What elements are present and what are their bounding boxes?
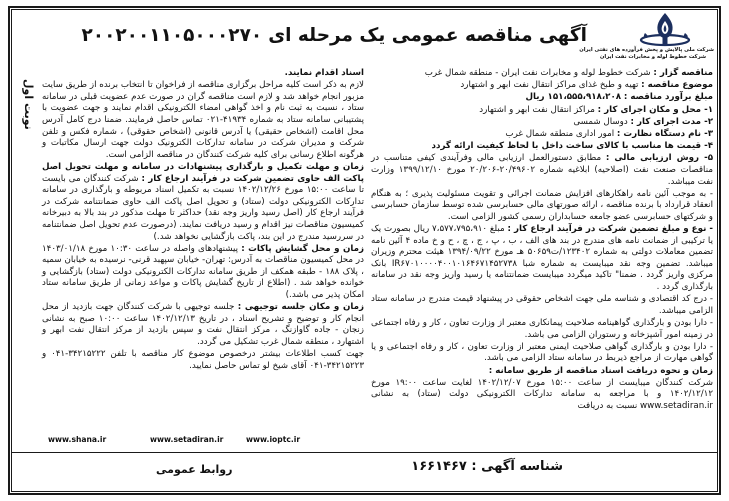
clause-text: تهیه و طبخ غذای مراکز انتقال نفت ابهر و اشتهارد [460, 80, 639, 91]
clause [371, 294, 713, 317]
page-title [81, 25, 587, 46]
clause-label: زمان و مهلت تکمیل و بارگذاری پیشنهادات در سامانه و مهلت تحویل اصل پاکت الف حاوی تضمین شرکت در فرآیند ارجاع کار : [42, 161, 364, 184]
clause-label: زمان و نحوه دریافت اسناد مناقصه از طریق سامانه : [488, 365, 713, 376]
clause-text: شرکت کنندگان می بایست تا ساعت ۱۵:۰۰ مورخ ۱۴۰۲/۱۲/۲۶ نسبت به تکمیل اسناد مربوطه و بارگذاری در سامانه تدارکات الکترونیکی دولت (ستاد) و تحویل اصل پاکت الف حاوی ضمانتنامه شرکت در فرآیند ارجاع کار (اصل رسید واریز وجه نقد) حداکثر تا مهلت مذکور در بند بالا به دبیرخانه کمیسیون مناقصات نیز اقدام و رسید دریافت نمایند. (درصورت عدم تحویل اصل ضمانتنامه در سررسید مندرج در این بند، پاکت بازگشایی نخواهد شد.) [42, 173, 364, 242]
left-column [42, 68, 364, 373]
ad-id-label: شناسه آگهی : [471, 459, 563, 474]
right-column [371, 68, 713, 413]
website-ioptc: www.ioptc.ir [246, 435, 301, 444]
clause-label: ۴- قیمت ها مناسب با کالای ساخت داخل با لحاظ کیفیت ارائه گردد [431, 141, 713, 152]
clause [42, 80, 364, 161]
clause [371, 189, 713, 224]
clause [371, 129, 713, 141]
ad-id-value: ۱۶۶۱۴۶۷ [411, 459, 467, 474]
clause [371, 342, 713, 365]
public-relations-signature: روابط عمومی [156, 463, 233, 476]
clause [42, 302, 364, 348]
clause [371, 68, 713, 80]
clause [42, 162, 364, 243]
clause-label: زمان و مکان جلسه توجیهی : [237, 302, 364, 313]
oil-company-emblem-icon [635, 11, 695, 47]
clause-text: دوسال شمسی [573, 116, 628, 127]
title-text: آگهی مناقصه عمومی یک مرحله ای [268, 25, 587, 46]
estimate-amount: ۱۵۱،۵۵۵،۹۱۸،۲۰۸ ریال [525, 92, 622, 103]
clause [371, 141, 713, 153]
footer-divider [11, 452, 718, 453]
clause-text: اسناد اقدام نمایند. [284, 68, 364, 78]
clause-text: امور اداری منطقه شمال غرب [505, 128, 615, 139]
clause-label: زمان و محل گشایش پاکات : [241, 243, 364, 254]
clause-label: ۲- مدت اجرای کار : [630, 116, 713, 127]
clause-label: مبلغ برآورد مناقصه : [623, 92, 713, 103]
clause [371, 117, 713, 129]
clause [371, 366, 713, 378]
ad-identifier [411, 459, 563, 474]
clause-text: - به موجب آئین نامه راهکارهای افزایش ضمانت اجرائی و تقویت مسئولیت پذیری ؛ به هنگام انعقاد قرارداد با برنده مناقصه ، ارائه صورتهای مالی حسابرسی شده توسط سازمان حسابرسی و شرکتهای حسابرسی عضو جامعه حسابداران رسمی کشور الزامی است. [371, 188, 713, 222]
clause [42, 349, 364, 372]
clause-text: مبلغ ۷،۵۷۷،۷۹۵،۹۱۰ ریال بصورت یک یا ترکیبی از ضمانت نامه های مندرج در بند های الف ، ب ، پ ، ج ، چ ، ح و خ ماده ۴ آئین نامه تضمین معاملات دولتی به شماره ۱۲۳۴۰۲/ت۵۰۶۵۹ هـ مورخ ۱۳۹۴/۰۹/۲۲ هیئت محترم وزیران میباشد. تضمین وجه نقد میبایست به شماره شبا IR۶۷۰۱۰۰۰۰۴۰۰۱۰۱۶۴۶۷۱۴۵۲۷۳۸ بانک مرکزی واریز گردد . ضمنا" تاکید میگردد میبایست ضمانتنامه یا رسید واریز وجه نقد در سامانه بارگذاری گردد . [371, 224, 714, 293]
clause-label: موضوع مناقصه : [641, 80, 713, 91]
clause-text: لازم به ذکر است کلیه مراحل برگزاری مناقصه از فراخوان تا انتخاب برنده از طریق سایت مزبور انجام خواهد شد و لازم است مناقصه گران در صورت عدم عضویت قبلی در سامانه ستاد ، نسبت به ثبت نام و اخذ گواهی امضاء الکترونیکی اقدام نمایند و جهت عضویت با پشتیبانی سامانه ستاد به شماره ۴۱۹۳۴-۰۲۱ تماس حاصل فرمایند. ضمنا درج کامل آدرس محل اقامت (اشخاص حقیقی) یا آدرس قانونی (اشخاص حقوقی) ، شماره فکس و تلفن شرکت و مدیران شرکت در سامانه تدارکات الکترونیک دولت جهت ارسال مکاتبات و هرگونه اطلاع رسانی برای کلیه شرکت کنندگان در مناقصه الزامی است. [42, 80, 364, 160]
website-setadiran: www.setadiran.ir [150, 435, 224, 444]
clause-text: شرکت خطوط لوله و مخابرات نفت ایران - منطقه شمال غرب [424, 68, 651, 78]
tender-number: ۲۰۰۲۰۰۱۱۰۵۰۰۰۲۷۰ [81, 25, 263, 46]
clause-label: ۵- روش ارزیابی مالی : [605, 153, 713, 164]
clause [371, 378, 713, 413]
edition-label: نوبت اول [22, 78, 35, 130]
clause [371, 224, 713, 294]
clause [371, 105, 713, 117]
clause [42, 68, 364, 80]
clause [371, 153, 713, 188]
clause-text: مطابق دستورالعمل ارزیابی مالی وفرآیندی کیفی متناسب در مناقصات صنعت نفت (اصلاحیه) ابلاغیه شماره ۲۰/۴۹۶۰۲-۲۰/۲۰۶ مورخ ۱۳۹۹/۱۲/۱۰ وزارت نفت میباشد. [371, 153, 713, 187]
clause-text: جهت کسب اطلاعات بیشتر درخصوص موضوع کار مناقصه با تلفن ۳۴۲۱۵۲۲۲-۰۴۱ و ۳۴۲۱۵۲۲۳-۰۴۱ آقای شیخ لو تماس حاصل نمایید. [42, 349, 364, 371]
clause-text: - دارا بودن و بارگذاری گواهینامه صلاحیت پیمانکاری معتبر از وزارت تعاون ، کار و رفاه اجتماعی در زمینه امور آشپزخانه و رستوران الزامی می باشد. [371, 318, 713, 340]
clause-label: ۱- محل و مکان اجرای کار : [597, 104, 713, 115]
organization-line-1: شرکت ملی پالایش و پخش فرآورده های نفتی ایران [579, 47, 714, 53]
clause-label: مناقصه گزار : [653, 68, 713, 78]
clause-text: مراکز انتقال نفت ابهر و اشتهارد [479, 104, 595, 115]
organization-name [579, 47, 714, 62]
organization-line-2: شرکت خطوط لوله و مخابرات نفت ایران [599, 54, 707, 61]
clause-label: - نوع و مبلغ تضمین شرکت در فرآیند ارجاع کار : [507, 224, 714, 235]
clause [371, 92, 713, 104]
clause-text: - درج کد اقتصادی و شناسه ملی جهت اشخاص حقوقی در پیشنهاد قیمت مندرج در سامانه ستاد الزامی میباشد. [371, 294, 713, 316]
clause-text: جلسه توجیهی با شرکت کنندگان جهت بازدید از محل انجام کار و توضیح و تشریح اسناد ، در تاریخ ۱۴۰۲/۱۲/۱۳ ساعت ۱۰:۰۰ صبح به نشانی زنجان - جاده گاوازنگ ، مرکز انتقال نفت و سپس بازدید از مرکز انتقال نفت ابهر و اشتهارد ، منطقه شمال غرب تشکیل می گردد. [42, 302, 364, 348]
clause [42, 244, 364, 302]
clause-label: ۳- نام دستگاه نظارت : [616, 128, 713, 139]
clause-text: - دارا بودن و بارگذاری گواهی صلاحیت ایمنی معتبر از وزارت تعاون ، کار و رفاه اجتماعی و یا گواهی مهارت از مراجع ذیربط در سامانه ستاد الزامی می باشد. [371, 341, 713, 364]
clause-text: شرکت کنندگان میبایست از ساعت ۱۵:۰۰ مورخ ۱۴۰۲/۱۲/۰۷ لغایت ساعت ۱۹:۰۰ مورخ ۱۴۰۲/۱۲/۱۲ و با مراجعه به سامانه تدارکات الکترونیکی دولت (ستاد) به نشانی www.setadiran.ir نسبت به دریافت [371, 377, 714, 411]
website-shana: www.shana.ir [48, 435, 107, 444]
clause-text: پیشنهادهای واصله در ساعت ۱۰:۳۰ مورخ ۱۴۰۳/۰۱/۱۸ در محل کمیسیون مناقصات به آدرس: تهران- خیابان سپهبد قرنی- نرسیده به خیابان سمیه ، پلاک ۱۸۸ - طبقه همکف از طریق سامانه تدارکات الکترونیکی دولت (ستاد) بازگشایی و خوانده خواهد شد . (اطلاع از تاریخ گشایش پاکات و مواعد زمانی از طریق سامانه ستاد امکان پذیر می باشد.) [42, 243, 364, 301]
clause [371, 318, 713, 341]
clause [371, 80, 713, 92]
